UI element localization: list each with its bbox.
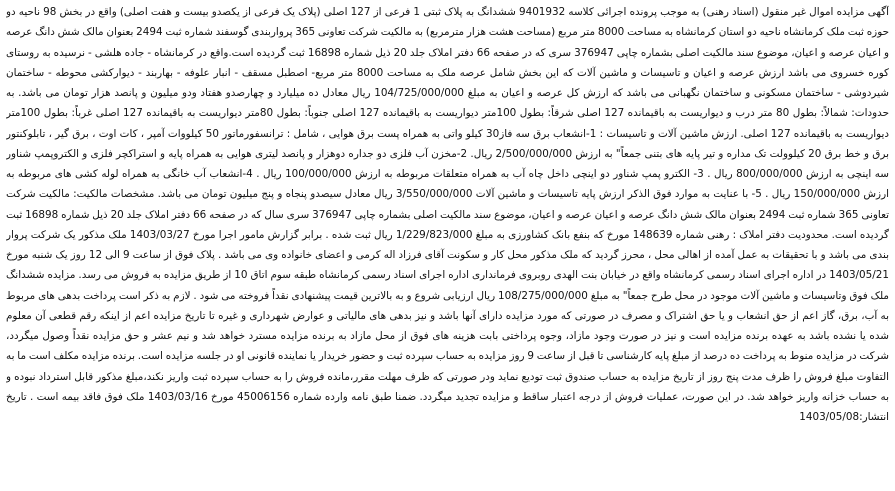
auction-notice [6,2,889,488]
publication-date: 1403/05/08 [799,411,860,423]
notice-paragraph [6,2,889,427]
notice-body: آگهی مزایده اموال غیر منقول (اسناد رهنی) به موجب پرونده اجرائی کلاسه 9401932 ششدانگ به پلاک ثبتی 1 فرعی از 127 اصلی (پلاک یک فرعی از یکصدو بیست و هفت اصلی) واقع در بخش 98 ناحیه دو حوزه ثبت ملک کرمانشاه ناحیه دو استان کرمانشاه به مساحت 8000 متر مربع (مساحت هشت هزار مترمربع) به مالکیت شرکت تعاونی 365 پرواربندی گوسفند شماره ثبت 2494 بعنوان مالک شش دانگ عرصه و اعیان عرصه و اعیان، موضوع سند مالکیت اصلی بشماره چاپی 376947 سری که در صفحه 66 دفتر املاک جلد 20 ذیل شماره 16898 ثبت گردیده است.واقع در کرمانشاه - جاده هلشی - نرسیده به روستای کوره خسروی می باشد ارزش عرصه و اعیان و تاسیسات و ماشین آلات که این بخش شامل عرصه ملک به مساحت 8000 متر مربع- اصطبل مسقف - انبار علوفه - بهاربند - دیوارکشی محوطه - ساختمان شیردوشی - ساختمان مسکونی و ساختمان نگهبانی می باشد که ارزش کل عرصه و اعیان به مبلغ 104/725/000/000 ریال معادل ده میلیارد و چهارصدو هفتاد ودو میلیون و پانصد هزار تومان می باشد. به حدودات: شمالاً: بطول 80 متر درب و دیواریست به باقیمانده 127 اصلی شرقاً: بطول 100متر دیواریست به باقیمانده 127 اصلی جنوباً: بطول 80متر دیواریست به باقیمانده 127 اصلی غرباً: بطول 100متر دیواریست به باقیمانده 127 اصلی. ارزش ماشین آلات و تاسیسات : 1-انشعاب برق سه فاز30 کیلو واتی به همراه پست برق هوایی ، شامل : ترانسفورماتور 50 کیلووات آمپر ، کات اوت ، برق گیر ، تابلوکنتور برق و خط برق 20 کیلوولت تک مداره و تیر پایه های بتنی جمعاً" به ارزش 2/500/000/000 ریال. 2-مخزن آب فلزی دو جداره دوهزار و پانصد لیتری هوایی به همراه پایه و استراکچر فلزی و الکتروپمپ شناور سه اینچی به ارزش 800/000/000 ریال . 3- الکترو پمپ شناور دو اینچی داخل چاه آب به همراه متعلقات مربوطه به ارزش 100/000/000 ریال . 4-انشعاب آب خانگی به همراه لوله کشی های مربوطه به ارزش 150/000/000 ریال . 5- با عنایت به موارد فوق الذکر ارزش پایه تاسیسات و ماشین آلات 3/550/000/000 ریال معادل سیصدو پنجاه و پنج میلیون تومان می باشد. مشخصات مالکیت: مالکیت شرکت تعاونی 365 شماره ثبت 2494 بعنوان مالک شش دانگ عرصه و اعیان عرصه و اعیان، موضوع سند مالکیت اصلی بشماره چاپی 376947 سری سال که در صفحه 66 دفتر املاک جلد 20 ذیل شماره 16898 ثبت گردیده است. محدودیت دفتر املاک : رهنی شماره 148639 مورخ که بنفع بانک کشاورزی به مبلغ 1/229/823/000 ریال ثبت شده . برابر گزارش مامور اجرا مورخ 1403/03/27 ملک مذکور یک شرکت پروار بندی می باشد و با تحقیقات به عمل آمده از اهالی محل ، محرز گردید که ملک مذکور محل کار و سکونت آقای فرزاد اله کرمی و اعضای خانواده وی می باشد . پلاک فوق از ساعت 9 الی 12 روز یک شنبه مورخ 1403/05/21 در اداره اجرای اسناد رسمی کرمانشاه واقع در خیابان بنت الهدی روبروی فرمانداری اداره اجرای اسناد رسمی کرمانشاه طبقه سوم اتاق 10 از طریق مزایده به فروش می رسد. مزایده ششدانگ ملک فوق وتاسیسات و ماشین آلات موجود در محل طرح جمعاً" به مبلغ 108/275/000/000 ریال ارزیابی شروع و به بالاترین قیمت پیشنهادی نقداً فروخته می شود . لازم به ذکر است پرداخت بدهی های مربوط به آب، برق، گاز اعم از حق انشعاب و یا حق اشتراک و مصرف در صورتی که مورد مزایده دارای آنها باشد و نیز بدهی های مالیاتی و عوارض شهرداری و غیره تا تاریخ مزایده اعم از اینکه رقم قطعی آن معلوم شده یا نشده باشد به عهده برنده مزایده است و نیز در صورت وجود مازاد، وجوه پرداختی بابت هزینه های فوق از محل مازاد به برنده مزایده مسترد خواهد شد و نیم عشر و حق مزایده نقداً وصول میگردد، شرکت در مزایده منوط به پرداخت ده درصد از مبلغ پایه کارشناسی تا قبل از ساعت 9 روز مزایده به حساب سپرده ثبت و حضور خریدار یا نماینده قانونی او در جلسه مزایده است. برنده مزایده مکلف است ما به التفاوت مبلغ فروش را ظرف مدت پنج روز از تاریخ مزایده به حساب صندوق ثبت تودیع نماید ودر صورتی که ظرف مهلت مقرر،مانده فروش را به حساب سپرده ثبت واریز نکند،مبلغ مذکور قابل استرداد نبوده و به حساب خزانه واریز خواهد شد. در این صورت، عملیات فروش از درجه اعتبار ساقط و مزایده تجدید میگردد. ضمنا طبق نامه وارده شماره 45006156 مورخ 1403/03/16 ملک فوق فاقد بیمه است . تاریخ انتشار: [6,6,889,423]
